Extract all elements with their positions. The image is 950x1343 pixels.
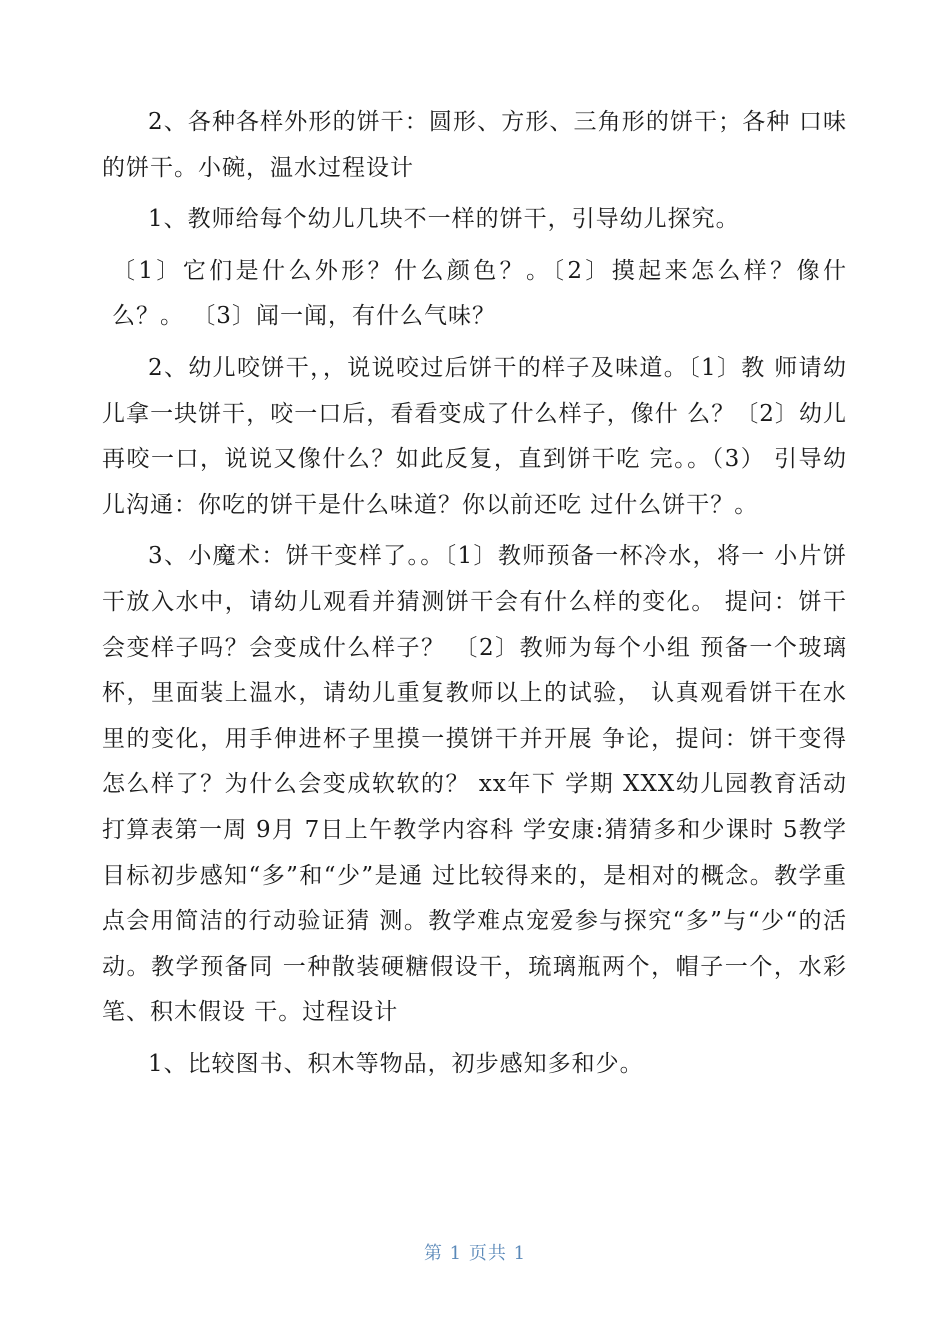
page-number-footer: 第 1 页共 1 [423, 1243, 527, 1264]
paragraph-step-1-questions: 〔1〕它们是什么外形？什么颜色？。〔2〕摸起来怎么样？像什么？。 〔3〕闻一闻，有什么气味？ [112, 257, 847, 330]
paragraph-compare: 1、比较图书、积木等物品，初步感知多和少。 [148, 1050, 644, 1077]
document-body [102, 100, 847, 1087]
paragraph-step-1: 1、教师给每个幼儿几块不一样的饼干，引导幼儿探究。 [148, 206, 740, 233]
paragraph-materials: 2、各种各样外形的饼干：圆形、方形、三角形的饼干；各种 口味的饼干。小碗，温水过程设计 [102, 109, 847, 181]
paragraph-step-3: 3、小魔术：饼干变样了。。〔1〕教师预备一杯冷水，将一 小片饼干放入水中，请幼儿观看并猜测饼干会有什么样的变化。 提问：饼干会变样子吗？会变成什么样子？ 〔2〕教师为每个小组 预备一个玻璃杯，里面装上温水，请幼儿重复教师以上的试验， 认真观看饼干在水里的变化，用手伸进杯子里摸一摸饼干并开展 争论，提问：饼干变得怎么样了？为什么会变成软软的？ xx年下 学期 XXX幼儿园教育活动打算表第一周 9月 7日上午教学内容科 学安康:猜猜多和少课时 5教学目标初步感知“多”和“少”是通 过比较得来的，是相对的概念。教学重点会用简洁的行动验证猜 测。教学难点宠爱参与探究“多”与“少“的活动。教学预备同 一种散装硬糖假设干，琉璃瓶两个，帽子一个，水彩笔、积木假设 干。过程设计 [102, 543, 847, 1026]
paragraph-step-2: 2、幼儿咬饼干，，说说咬过后饼干的样子及味道。〔1〕教 师请幼儿拿一块饼干，咬一口后，看看变成了什么样子，像什 么？〔2〕幼儿再咬一口，说说又像什么？如此反复，直到饼干吃 完。。（3） 引导幼儿沟通：你吃的饼干是什么味道？你以前还吃 过什么饼干？。 [102, 354, 847, 518]
